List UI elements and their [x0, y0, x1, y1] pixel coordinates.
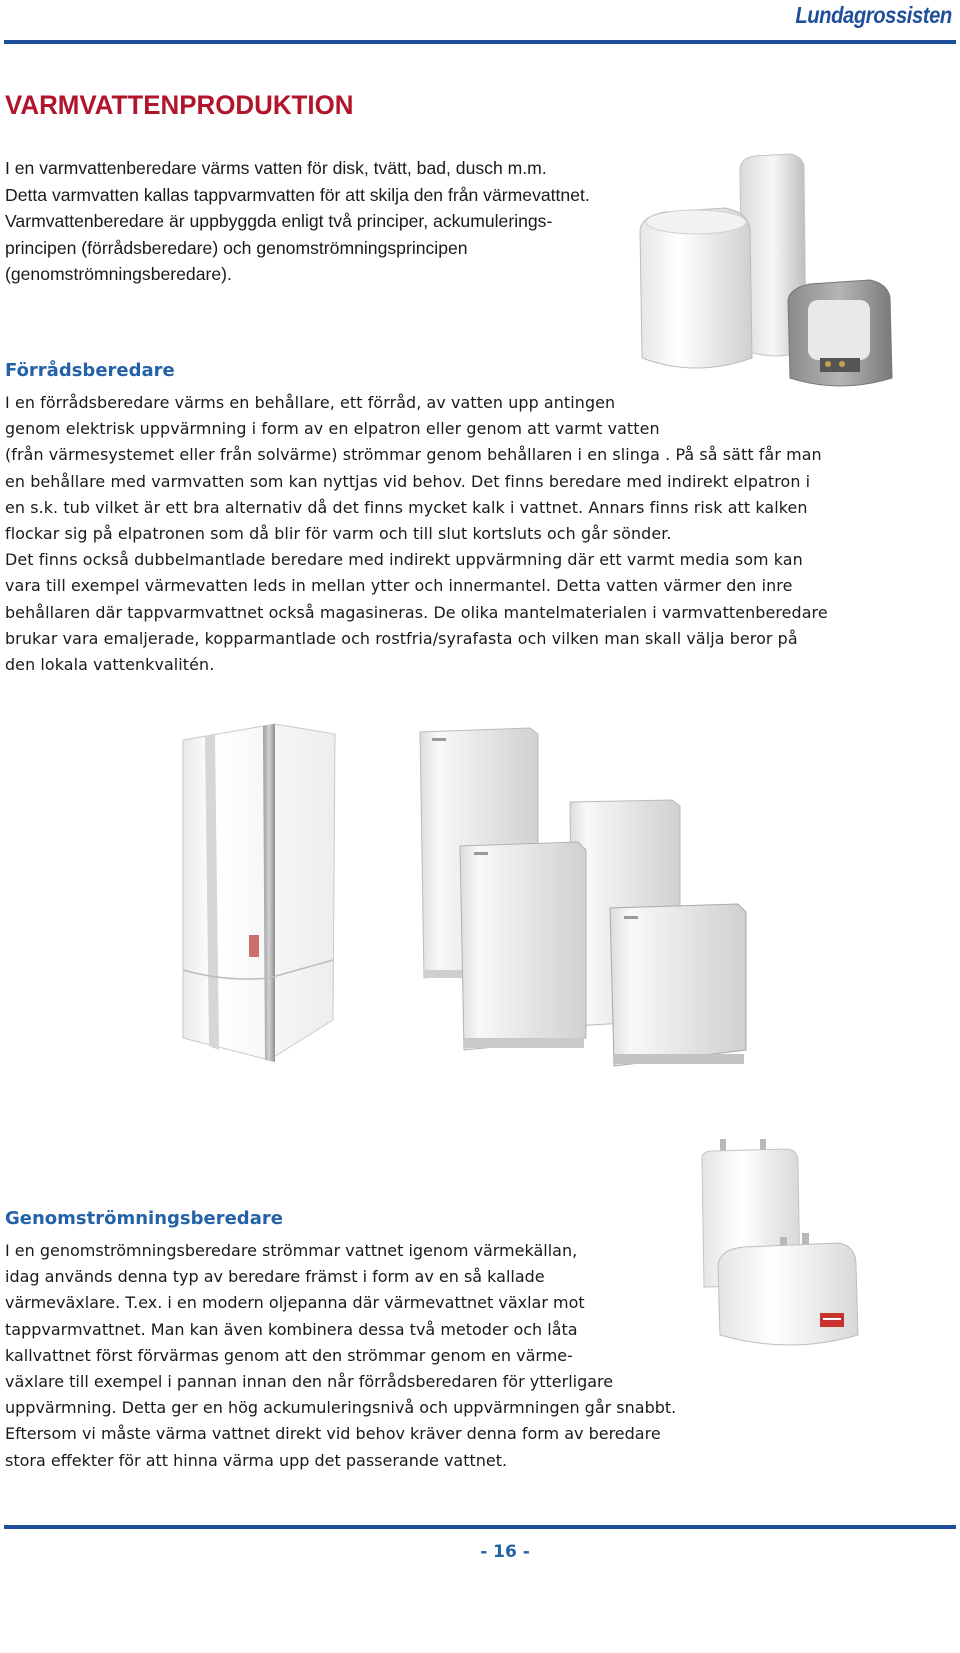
text-line: idag används denna typ av beredare främst i form av en så kallade [5, 1267, 545, 1287]
text-line: behållaren där tappvarmvattnet också magasineras. De olika mantelmaterialen i varmvattenberedare [5, 602, 828, 622]
text-line: Det finns också dubbelmantlade beredare med indirekt uppvärmning där ett varmt media som kan [5, 550, 803, 570]
intro-line: (genomströmningsberedare). [5, 264, 232, 284]
page-number: - 16 - [480, 1542, 530, 1562]
footer-rule [4, 1525, 956, 1529]
text-line: brukar vara emaljerade, kopparmantlade och rostfria/syrafasta och vilken man skall välja beror på [5, 628, 798, 648]
genomstromningsberedare-paragraph [5, 1238, 765, 1474]
intro-paragraph [5, 155, 665, 288]
text-line: värmeväxlare. T.ex. i en modern oljepanna där värmevattnet växlar mot [5, 1293, 585, 1313]
text-line: stora effekter för att hinna värma upp det passerande vattnet. [5, 1450, 508, 1470]
text-line: en s.k. tub vilket är ett bra alternativ då det finns mycket kalk i vattnet. Annars finns risk att kalken [5, 497, 808, 517]
intro-line: I en varmvattenberedare värms vatten för disk, tvätt, bad, dusch m.m. [5, 158, 547, 178]
intro-line: principen (förrådsberedare) och genomströmningsprincipen [5, 237, 468, 258]
text-line: Eftersom vi måste värma vattnet direkt vid behov kräver denna form av beredare [5, 1424, 661, 1444]
section-heading-forradsberedare: Förrådsberedare [5, 360, 175, 381]
text-line: växlare till exempel i pannan innan den når förrådsberedaren för ytterligare [5, 1372, 614, 1392]
storage-heaters-image [630, 150, 900, 390]
text-line: genom elektrisk uppvärmning i form av en elpatron eller genom att varmt vatten [5, 419, 660, 439]
forradsberedare-paragraph [5, 390, 915, 678]
intro-line: Varmvattenberedare är uppbyggda enligt två principer, ackumulerings- [5, 211, 553, 231]
text-line: uppvärmning. Detta ger en hög ackumuleringsnivå och uppvärmningen går snabbt. [5, 1398, 677, 1418]
text-line: kallvattnet först förvärmas genom att den strömmar genom en värme- [5, 1345, 573, 1365]
box-heaters-image [410, 720, 755, 1075]
tall-water-heater-image [175, 720, 340, 1075]
intro-line: Detta varmvatten kallas tappvarmvatten för att skilja den från värmevattnet. [5, 184, 590, 205]
page-title: VARMVATTENPRODUKTION [5, 90, 354, 120]
text-line: I en förrådsberedare värms en behållare, ett förråd, av vatten upp antingen [5, 393, 616, 412]
lundagrossisten-logo: Lundagrossisten [795, 2, 952, 28]
text-line: den lokala vattenkvalitén. [5, 655, 215, 675]
text-line: (från värmesystemet eller från solvärme) strömmar genom behållaren i en slinga . På så sätt får man [5, 445, 822, 465]
text-line: I en genomströmningsberedare strömmar vattnet igenom värmekällan, [5, 1241, 578, 1260]
text-line: vara till exempel värmevatten leds in mellan ytter och innermantel. Detta vatten värmer den inre [5, 576, 793, 596]
text-line: tappvarmvattnet. Man kan även kombinera dessa två metoder och låta [5, 1319, 578, 1339]
section-heading-genomstromningsberedare: Genomströmningsberedare [5, 1208, 283, 1229]
text-line: en behållare med varmvatten som kan nyttjas vid behov. Det finns beredare med indirekt elpatron i [5, 471, 811, 491]
text-line: flockar sig på elpatronen som då blir för varm och till slut kortsluts och går sönder. [5, 524, 672, 544]
header-rule [4, 40, 956, 44]
